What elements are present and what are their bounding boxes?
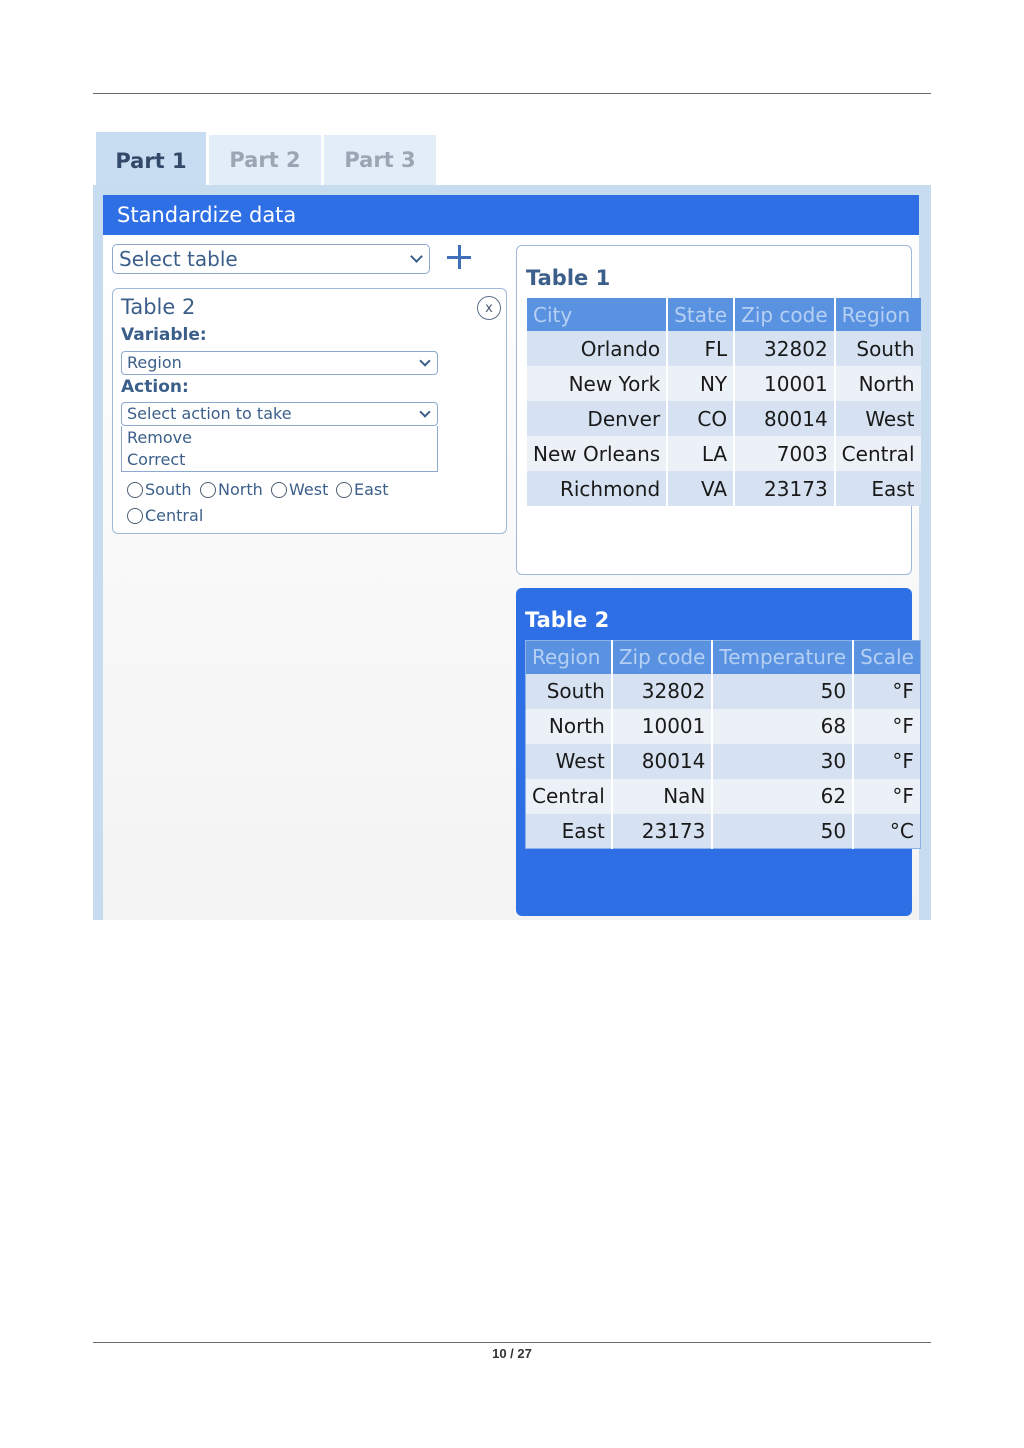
table-row — [527, 471, 921, 506]
column-header: Region — [526, 641, 612, 674]
table-cell: Richmond — [527, 471, 667, 506]
radio-central[interactable] — [127, 506, 203, 525]
radio-button-icon[interactable] — [336, 482, 352, 498]
table-cell: South — [526, 674, 612, 709]
table-row — [526, 674, 921, 709]
table-cell: °F — [853, 744, 920, 779]
action-label: Action: — [121, 377, 189, 397]
footer-rule — [93, 1342, 931, 1343]
radio-label-south: South — [145, 480, 192, 499]
column-header: City — [527, 298, 667, 331]
table-cell: Central — [526, 779, 612, 814]
table-cell: 10001 — [734, 366, 835, 401]
table-cell: Denver — [527, 401, 667, 436]
content-area — [103, 195, 919, 920]
page-number: 10 / 27 — [492, 1346, 532, 1361]
column-header: State — [667, 298, 734, 331]
radio-button-icon[interactable] — [127, 508, 143, 524]
table-row — [527, 366, 921, 401]
radio-label-east: East — [354, 480, 389, 499]
table-cell: Central — [835, 436, 921, 471]
radio-east[interactable] — [336, 480, 389, 499]
variable-panel — [112, 288, 507, 534]
variable-select[interactable] — [121, 351, 438, 375]
table-cell: 80014 — [612, 744, 713, 779]
table-cell: 50 — [712, 674, 853, 709]
table-header-row — [527, 298, 921, 331]
tab-part-3[interactable]: Part 3 — [324, 135, 436, 185]
table-cell: FL — [667, 331, 734, 366]
table-row — [526, 814, 921, 849]
table-cell: East — [835, 471, 921, 506]
panel-title: Table 2 — [121, 295, 196, 319]
radio-button-icon[interactable] — [127, 482, 143, 498]
table-cell: 50 — [712, 814, 853, 849]
table-cell: 62 — [712, 779, 853, 814]
header-rule — [93, 93, 931, 94]
table-cell: °C — [853, 814, 920, 849]
variable-select-value: Region — [127, 353, 182, 372]
content-frame — [93, 185, 931, 920]
table-cell: North — [835, 366, 921, 401]
table-cell: 30 — [712, 744, 853, 779]
table-cell: VA — [667, 471, 734, 506]
table-2 — [525, 640, 921, 849]
table-cell: 7003 — [734, 436, 835, 471]
table-cell: °F — [853, 709, 920, 744]
add-table-plus-icon[interactable] — [445, 243, 473, 271]
radio-button-icon[interactable] — [271, 482, 287, 498]
action-options-list — [121, 426, 438, 472]
table-1-title: Table 1 — [526, 266, 611, 290]
table-cell: 68 — [712, 709, 853, 744]
chevron-down-icon — [410, 250, 423, 263]
table-cell: NY — [667, 366, 734, 401]
table-row — [527, 436, 921, 471]
table-cell: 23173 — [734, 471, 835, 506]
action-select-value: Select action to take — [127, 404, 292, 423]
radio-label-central: Central — [145, 506, 204, 525]
option-correct[interactable]: Correct — [127, 450, 186, 469]
table-cell: South — [835, 331, 921, 366]
table-row — [527, 331, 921, 366]
action-select[interactable] — [121, 402, 438, 426]
table-cell: NaN — [612, 779, 713, 814]
table-row — [526, 779, 921, 814]
select-table-value: Select table — [119, 247, 238, 271]
radio-label-west: West — [289, 480, 329, 499]
column-header: Zip code — [612, 641, 713, 674]
table-cell: New York — [527, 366, 667, 401]
column-header: Zip code — [734, 298, 835, 331]
select-table-dropdown[interactable] — [112, 244, 430, 274]
radio-label-north: North — [218, 480, 263, 499]
app-window — [93, 130, 931, 920]
table-1 — [527, 298, 921, 506]
table-cell: °F — [853, 674, 920, 709]
title-bar: Standardize data — [103, 195, 919, 235]
table-cell: 32802 — [734, 331, 835, 366]
table-cell: 32802 — [612, 674, 713, 709]
table-1-panel — [516, 245, 915, 575]
table-cell: °F — [853, 779, 920, 814]
table-cell: LA — [667, 436, 734, 471]
chevron-down-icon — [419, 406, 430, 417]
radio-south[interactable] — [127, 480, 192, 499]
table-cell: East — [526, 814, 612, 849]
table-row — [526, 744, 921, 779]
table-2-title: Table 2 — [525, 608, 610, 632]
radio-west[interactable] — [271, 480, 328, 499]
close-icon[interactable]: x — [477, 296, 501, 320]
column-header: Region — [835, 298, 921, 331]
radio-button-icon[interactable] — [200, 482, 216, 498]
table-cell: West — [526, 744, 612, 779]
table-cell: 10001 — [612, 709, 713, 744]
table-cell: 80014 — [734, 401, 835, 436]
radio-north[interactable] — [200, 480, 263, 499]
column-header: Temperature — [712, 641, 853, 674]
column-header: Scale — [853, 641, 920, 674]
table-cell: North — [526, 709, 612, 744]
table-row — [527, 401, 921, 436]
table-2-panel — [516, 588, 912, 916]
tab-part-1[interactable]: Part 1 — [96, 132, 206, 190]
tab-part-2[interactable]: Part 2 — [209, 135, 321, 185]
option-remove[interactable]: Remove — [127, 428, 192, 447]
table-row — [526, 709, 921, 744]
tab-bar — [93, 130, 931, 190]
table-cell: 23173 — [612, 814, 713, 849]
chevron-down-icon — [419, 355, 430, 366]
variable-label: Variable: — [121, 325, 207, 345]
table-cell: New Orleans — [527, 436, 667, 471]
table-cell: Orlando — [527, 331, 667, 366]
table-cell: West — [835, 401, 921, 436]
table-cell: CO — [667, 401, 734, 436]
table-header-row — [526, 641, 921, 674]
